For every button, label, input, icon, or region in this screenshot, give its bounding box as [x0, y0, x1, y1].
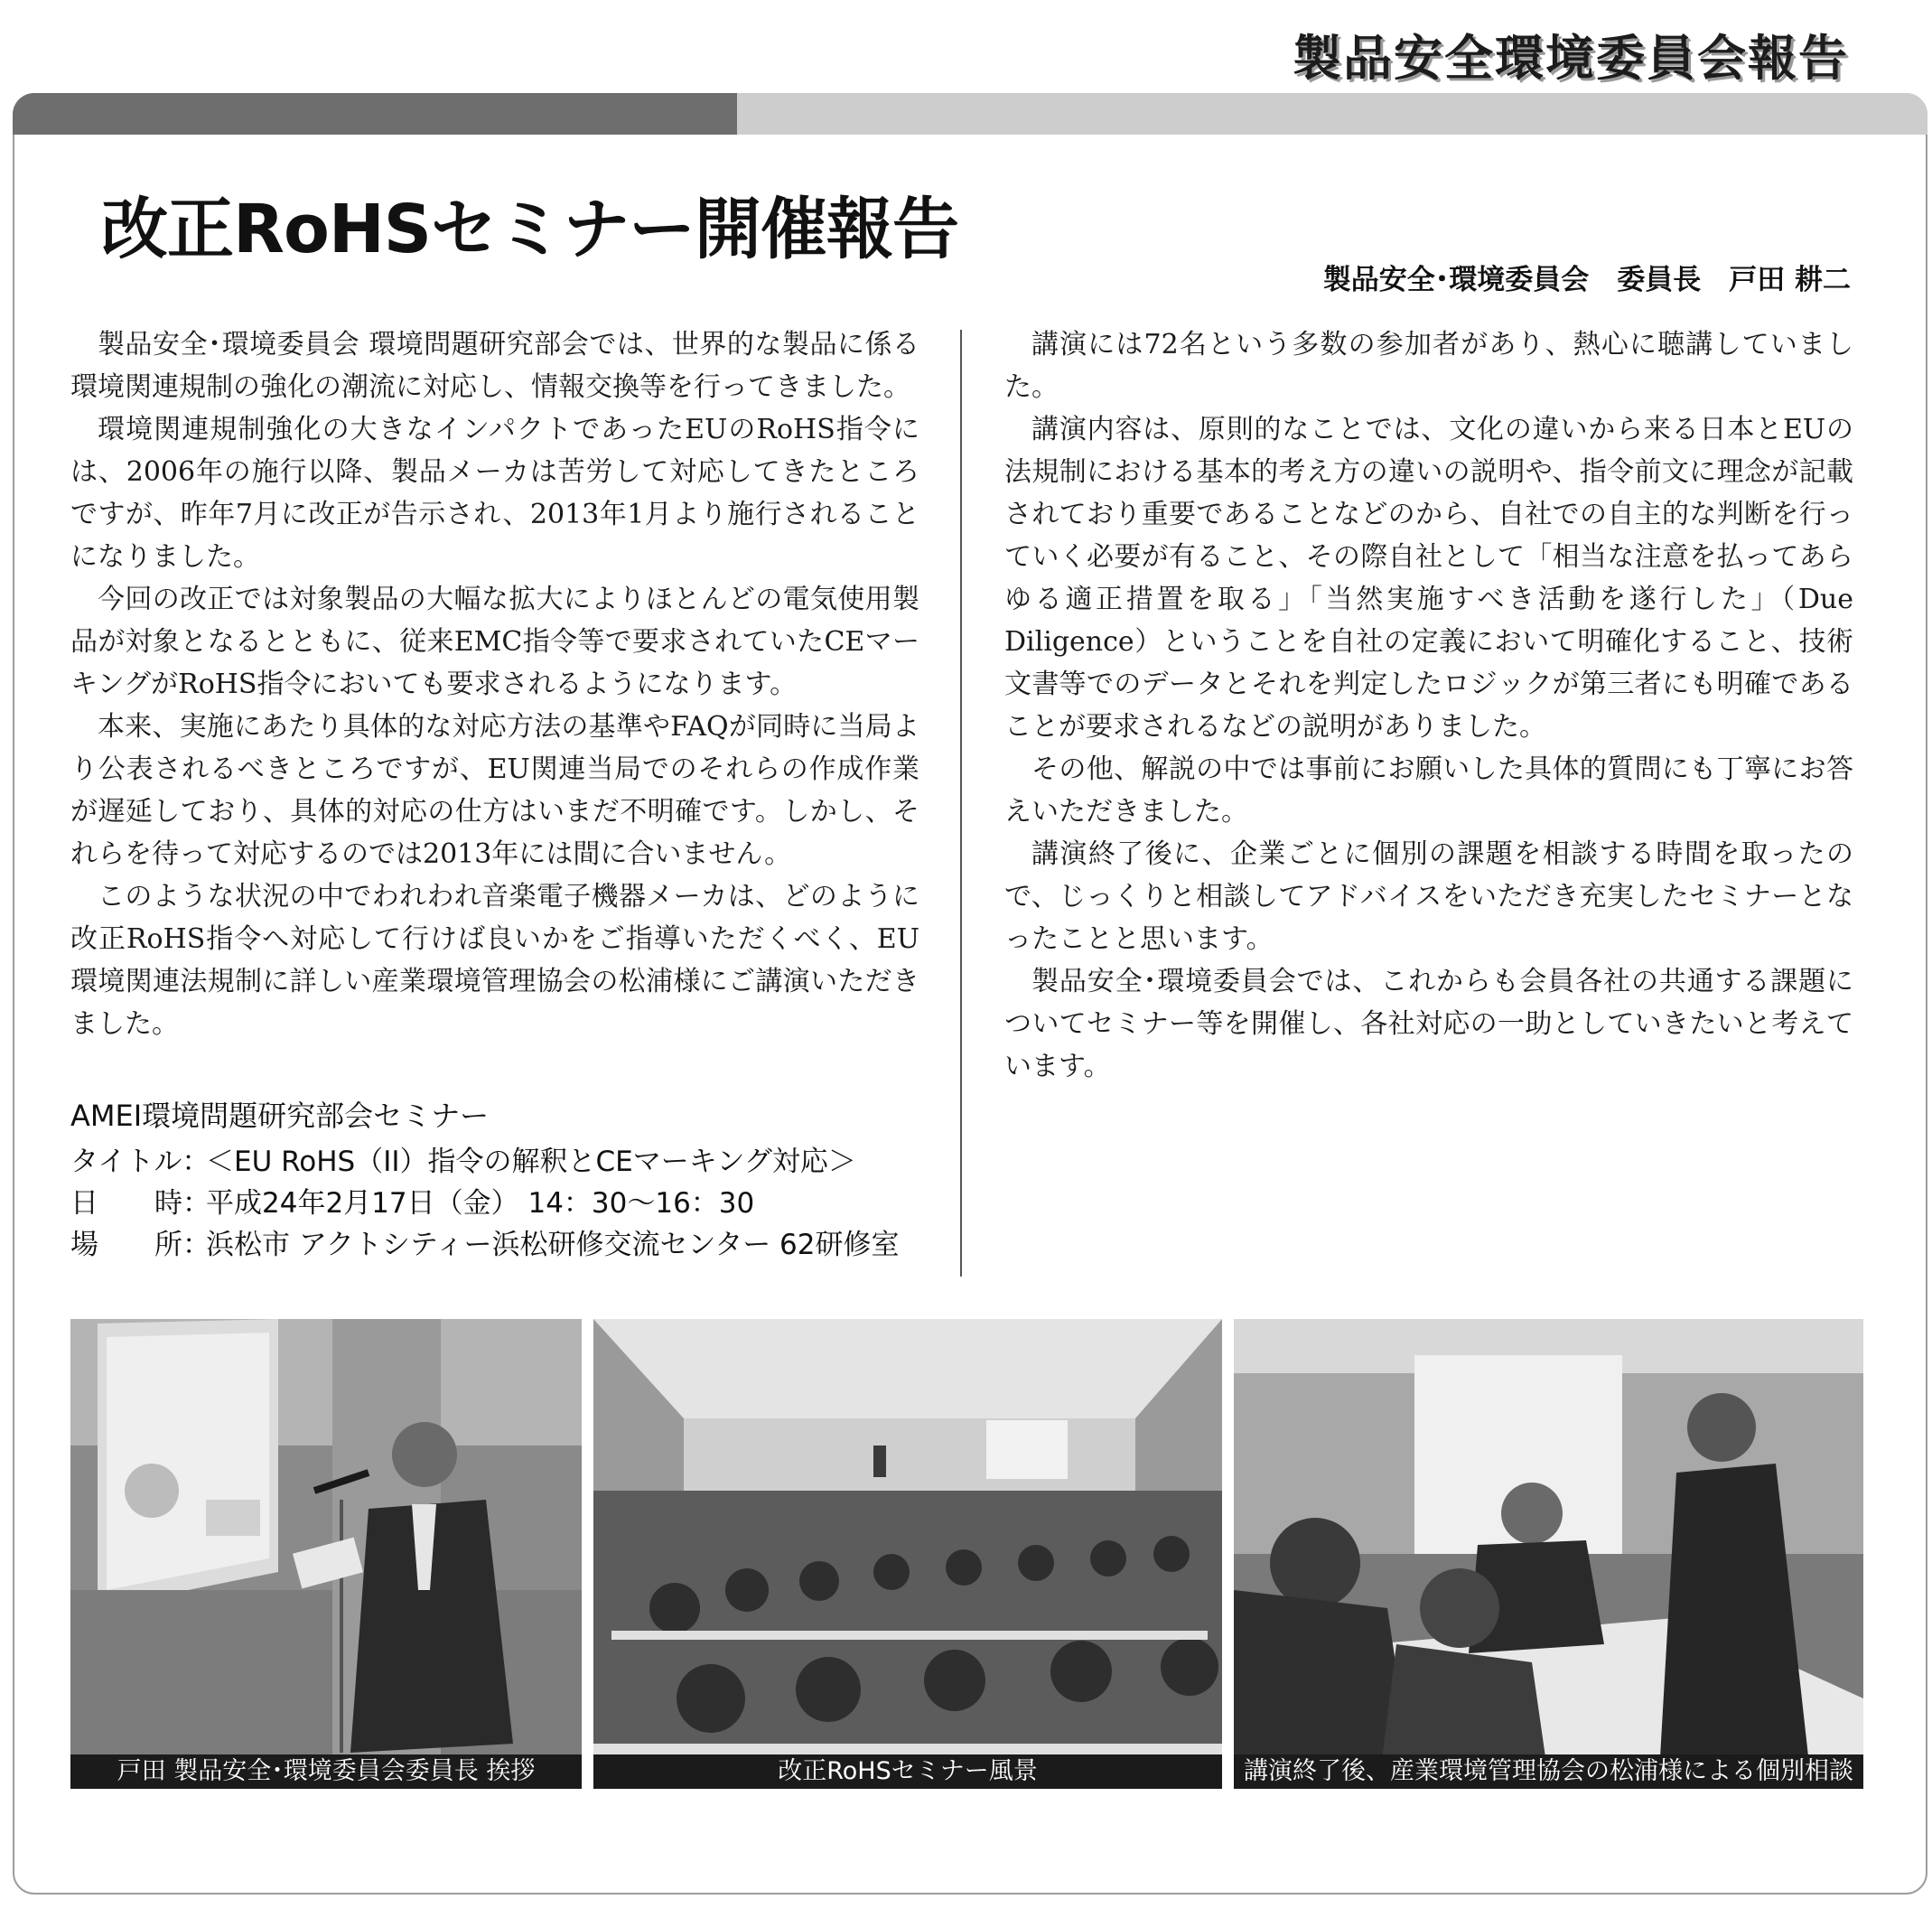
seminar-date-label: 日 時： [70, 1187, 210, 1220]
paragraph: 講演終了後に、企業ごとに個別の課題を相談する時間を取ったので、じっくりと相談してアドバイスをいただき充実したセミナーとなったことと思います。 [1004, 838, 1853, 955]
article-title: 改正RoHSセミナー開催報告 [101, 191, 959, 268]
header-banner [13, 93, 1927, 135]
paragraph: その他、解説の中では事前にお願いした具体的質問にも丁寧にお答えいただきました。 [1004, 753, 1853, 828]
byline: 製品安全･環境委員会 委員長 戸田 耕二 [1322, 264, 1851, 296]
photo-speaker [70, 1319, 582, 1789]
seminar-place-label: 場 所： [70, 1229, 210, 1261]
paragraph: 本来、実施にあたり具体的な対応方法の基準やFAQが同時に当局より公表されるべきところですが、EU関連当局でのそれらの作成作業が遅延しており、具体的対応の仕方はいまだ不明確です。しかし、それらを待って対応するのでは2013年には間に合いません。 [70, 711, 919, 870]
audience-photo-image [593, 1319, 1222, 1789]
seminar-place-value: 浜松市 アクトシティー浜松研修交流センター 62研修室 [206, 1229, 900, 1261]
paragraph: 環境関連規制強化の大きなインパクトであったEUのRoHS指令には、2006年の施行以降、製品メーカは苦労して対応してきたところですが、昨年7月に改正が告示され、2013年1月より施行されることになりました。 [70, 414, 919, 573]
paragraph: このような状況の中でわれわれ音楽電子機器メーカは、どのように改正RoHS指令へ対応して行けば良いかをご指導いただくべく、EU環境関連法規制に詳しい産業環境管理協会の松浦様にご講演いただきました。 [70, 881, 919, 1040]
photo-caption: 改正RoHSセミナー風景 [593, 1754, 1222, 1789]
seminar-info [70, 1090, 900, 1266]
left-column [70, 323, 919, 1045]
seminar-place-row [70, 1224, 900, 1266]
seminar-heading: AMEI環境問題研究部会セミナー [70, 1099, 490, 1133]
seminar-title-row [70, 1141, 900, 1183]
seminar-title-value: ＜EU RoHS（II）指令の解釈とCEマーキング対応＞ [206, 1146, 856, 1178]
paragraph: 講演には72名という多数の参加者があり、熱心に聴講していました。 [1004, 329, 1853, 403]
paragraph: 講演内容は、原則的なことでは、文化の違いから来る日本とEUの法規制における基本的考え方の違いの説明や、指令前文に理念が記載されており重要であることなどのから、自社での自主的な判断を行っていく必要が有ること、その際自社として「相当な注意を払ってあらゆる適正措置を取る」「当然実施すべき活動を遂行した」（Due Diligence）ということを自社の定義において明確化すること、技術文書等でのデータとそれを判定したロジックが第三者にも明確であることが要求されるなどの説明がありました。 [1004, 414, 1853, 743]
photo-consultation [1234, 1319, 1863, 1789]
seminar-date-row [70, 1183, 900, 1224]
column-divider [960, 330, 962, 1277]
photo-caption: 講演終了後、産業環境管理協会の松浦様による個別相談 [1234, 1754, 1863, 1789]
paragraph: 今回の改正では対象製品の大幅な拡大によりほとんどの電気使用製品が対象となるとともに、従来EMC指令等で要求されていたCEマーキングがRoHS指令においても要求されるようになります。 [70, 584, 919, 700]
section-title: 製品安全環境委員会報告 [1293, 30, 1849, 87]
seminar-title-label: タイトル： [70, 1146, 210, 1178]
banner-dark-segment [13, 93, 737, 135]
paragraph: 製品安全･環境委員会 環境問題研究部会では、世界的な製品に係る環境関連規制の強化の潮流に対応し、情報交換等を行ってきました。 [70, 329, 919, 403]
photo-caption: 戸田 製品安全･環境委員会委員長 挨拶 [70, 1754, 582, 1789]
seminar-date-value: 平成24年2月17日（金） 14：30～16：30 [206, 1187, 755, 1220]
photo-audience [593, 1319, 1222, 1789]
right-column [1004, 323, 1853, 1088]
consultation-photo-image [1234, 1319, 1863, 1789]
paragraph: 製品安全･環境委員会では、これからも会員各社の共通する課題についてセミナー等を開催し、各社対応の一助としていきたいと考えています。 [1004, 966, 1853, 1082]
speaker-photo-image [70, 1319, 582, 1789]
